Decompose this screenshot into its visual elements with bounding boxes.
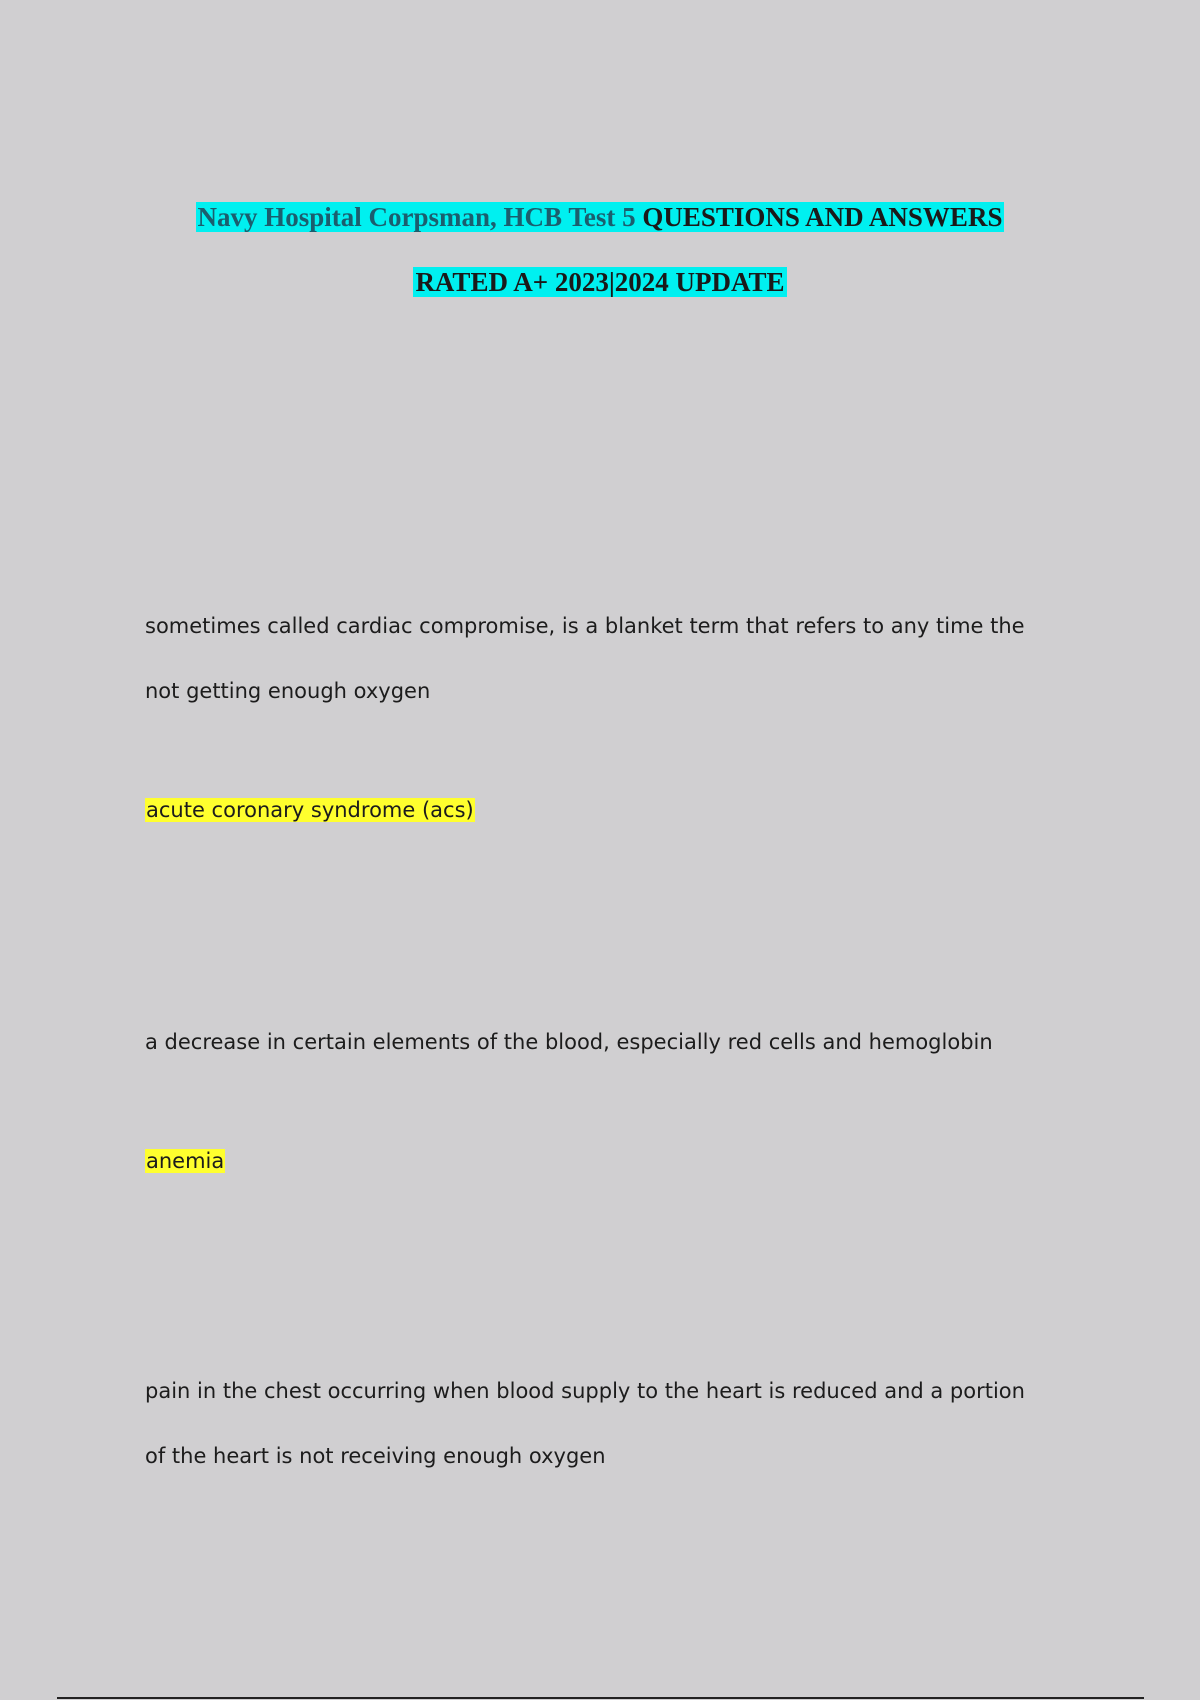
question-3-line-2: of the heart is not receiving enough oxygen <box>145 1444 606 1468</box>
title-highlight <box>196 202 1005 232</box>
question-1-line-1: sometimes called cardiac compromise, is a blanket term that refers to any time the <box>145 614 1025 638</box>
document-title-line-2 <box>0 265 1200 299</box>
question-3-line-1: pain in the chest occurring when blood supply to the heart is reduced and a portion <box>145 1379 1025 1403</box>
question-1-line-2: not getting enough oxygen <box>145 679 431 703</box>
question-2-line-1: a decrease in certain elements of the blood, especially red cells and hemoglobin <box>145 1030 993 1054</box>
title-course-name: Navy Hospital Corpsman, HCB Test 5 <box>197 202 636 232</box>
answer-2-highlight: anemia <box>146 1149 225 1173</box>
answer-2 <box>145 1147 1065 1175</box>
answer-1-highlight: acute coronary syndrome (acs) <box>146 798 474 822</box>
title-qa-label: QUESTIONS AND ANSWERS <box>642 202 1003 232</box>
footer-divider <box>57 1697 1144 1699</box>
answer-1 <box>145 796 1065 824</box>
title-rating-label: RATED A+ 2023|2024 UPDATE <box>415 267 785 297</box>
document-title-line-1 <box>0 200 1200 234</box>
